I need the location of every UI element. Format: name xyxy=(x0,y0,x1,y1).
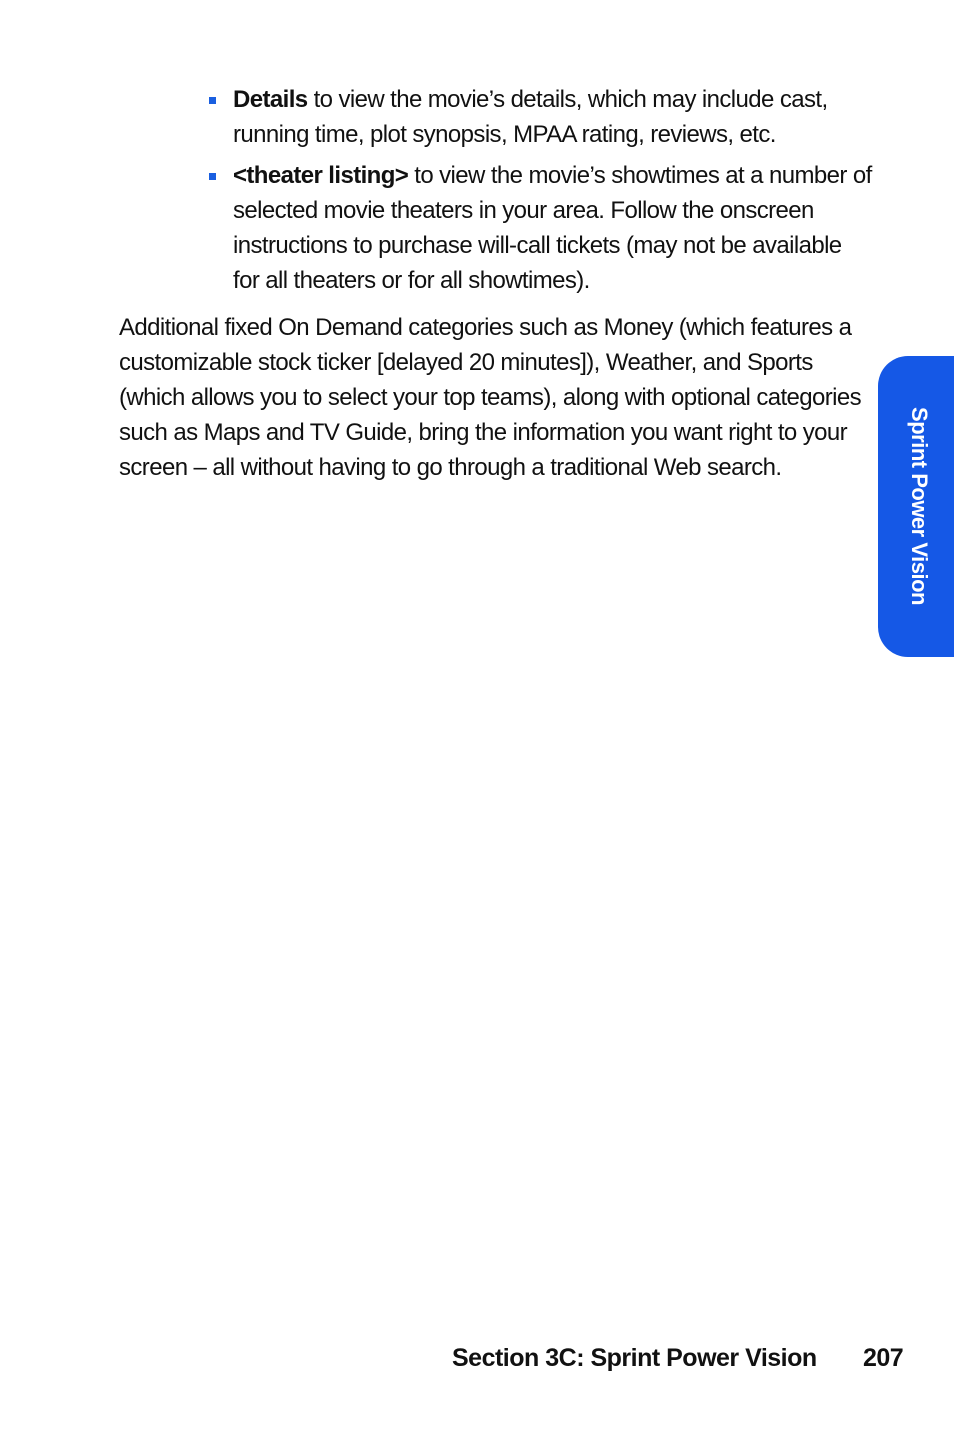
bullet-text: to view the movie’s showtimes at a number of selected movie theaters in your area. Follow the onscreen instructions to purchase will-call tickets (may not be available for all theaters or for all showtimes). xyxy=(233,162,872,294)
section-side-tab xyxy=(878,356,954,657)
bullet-text: to view the movie’s details, which may include cast, running time, plot synopsis, MPAA rating, reviews, etc. xyxy=(233,86,828,148)
bullet-item-theater-listing xyxy=(233,158,873,298)
bullet-list xyxy=(233,82,873,304)
side-tab-label: Sprint Power Vision xyxy=(907,407,932,605)
square-bullet-icon xyxy=(209,173,216,180)
footer-page-number: 207 xyxy=(863,1344,904,1372)
body-paragraph: Additional fixed On Demand categories such as Money (which features a customizable stock ticker [delayed 20 minutes]), Weather, and Sports (which allows you to select your top teams), along with optional categories such as Maps and TV Guide, bring the information you want right to your screen – all without having to go through a traditional Web search. xyxy=(119,314,862,481)
square-bullet-icon xyxy=(209,97,216,104)
footer-section-title: Section 3C: Sprint Power Vision xyxy=(452,1344,817,1372)
bullet-term: <theater listing> xyxy=(233,162,409,189)
bullet-term: Details xyxy=(233,86,308,113)
bullet-item-details xyxy=(233,82,873,152)
